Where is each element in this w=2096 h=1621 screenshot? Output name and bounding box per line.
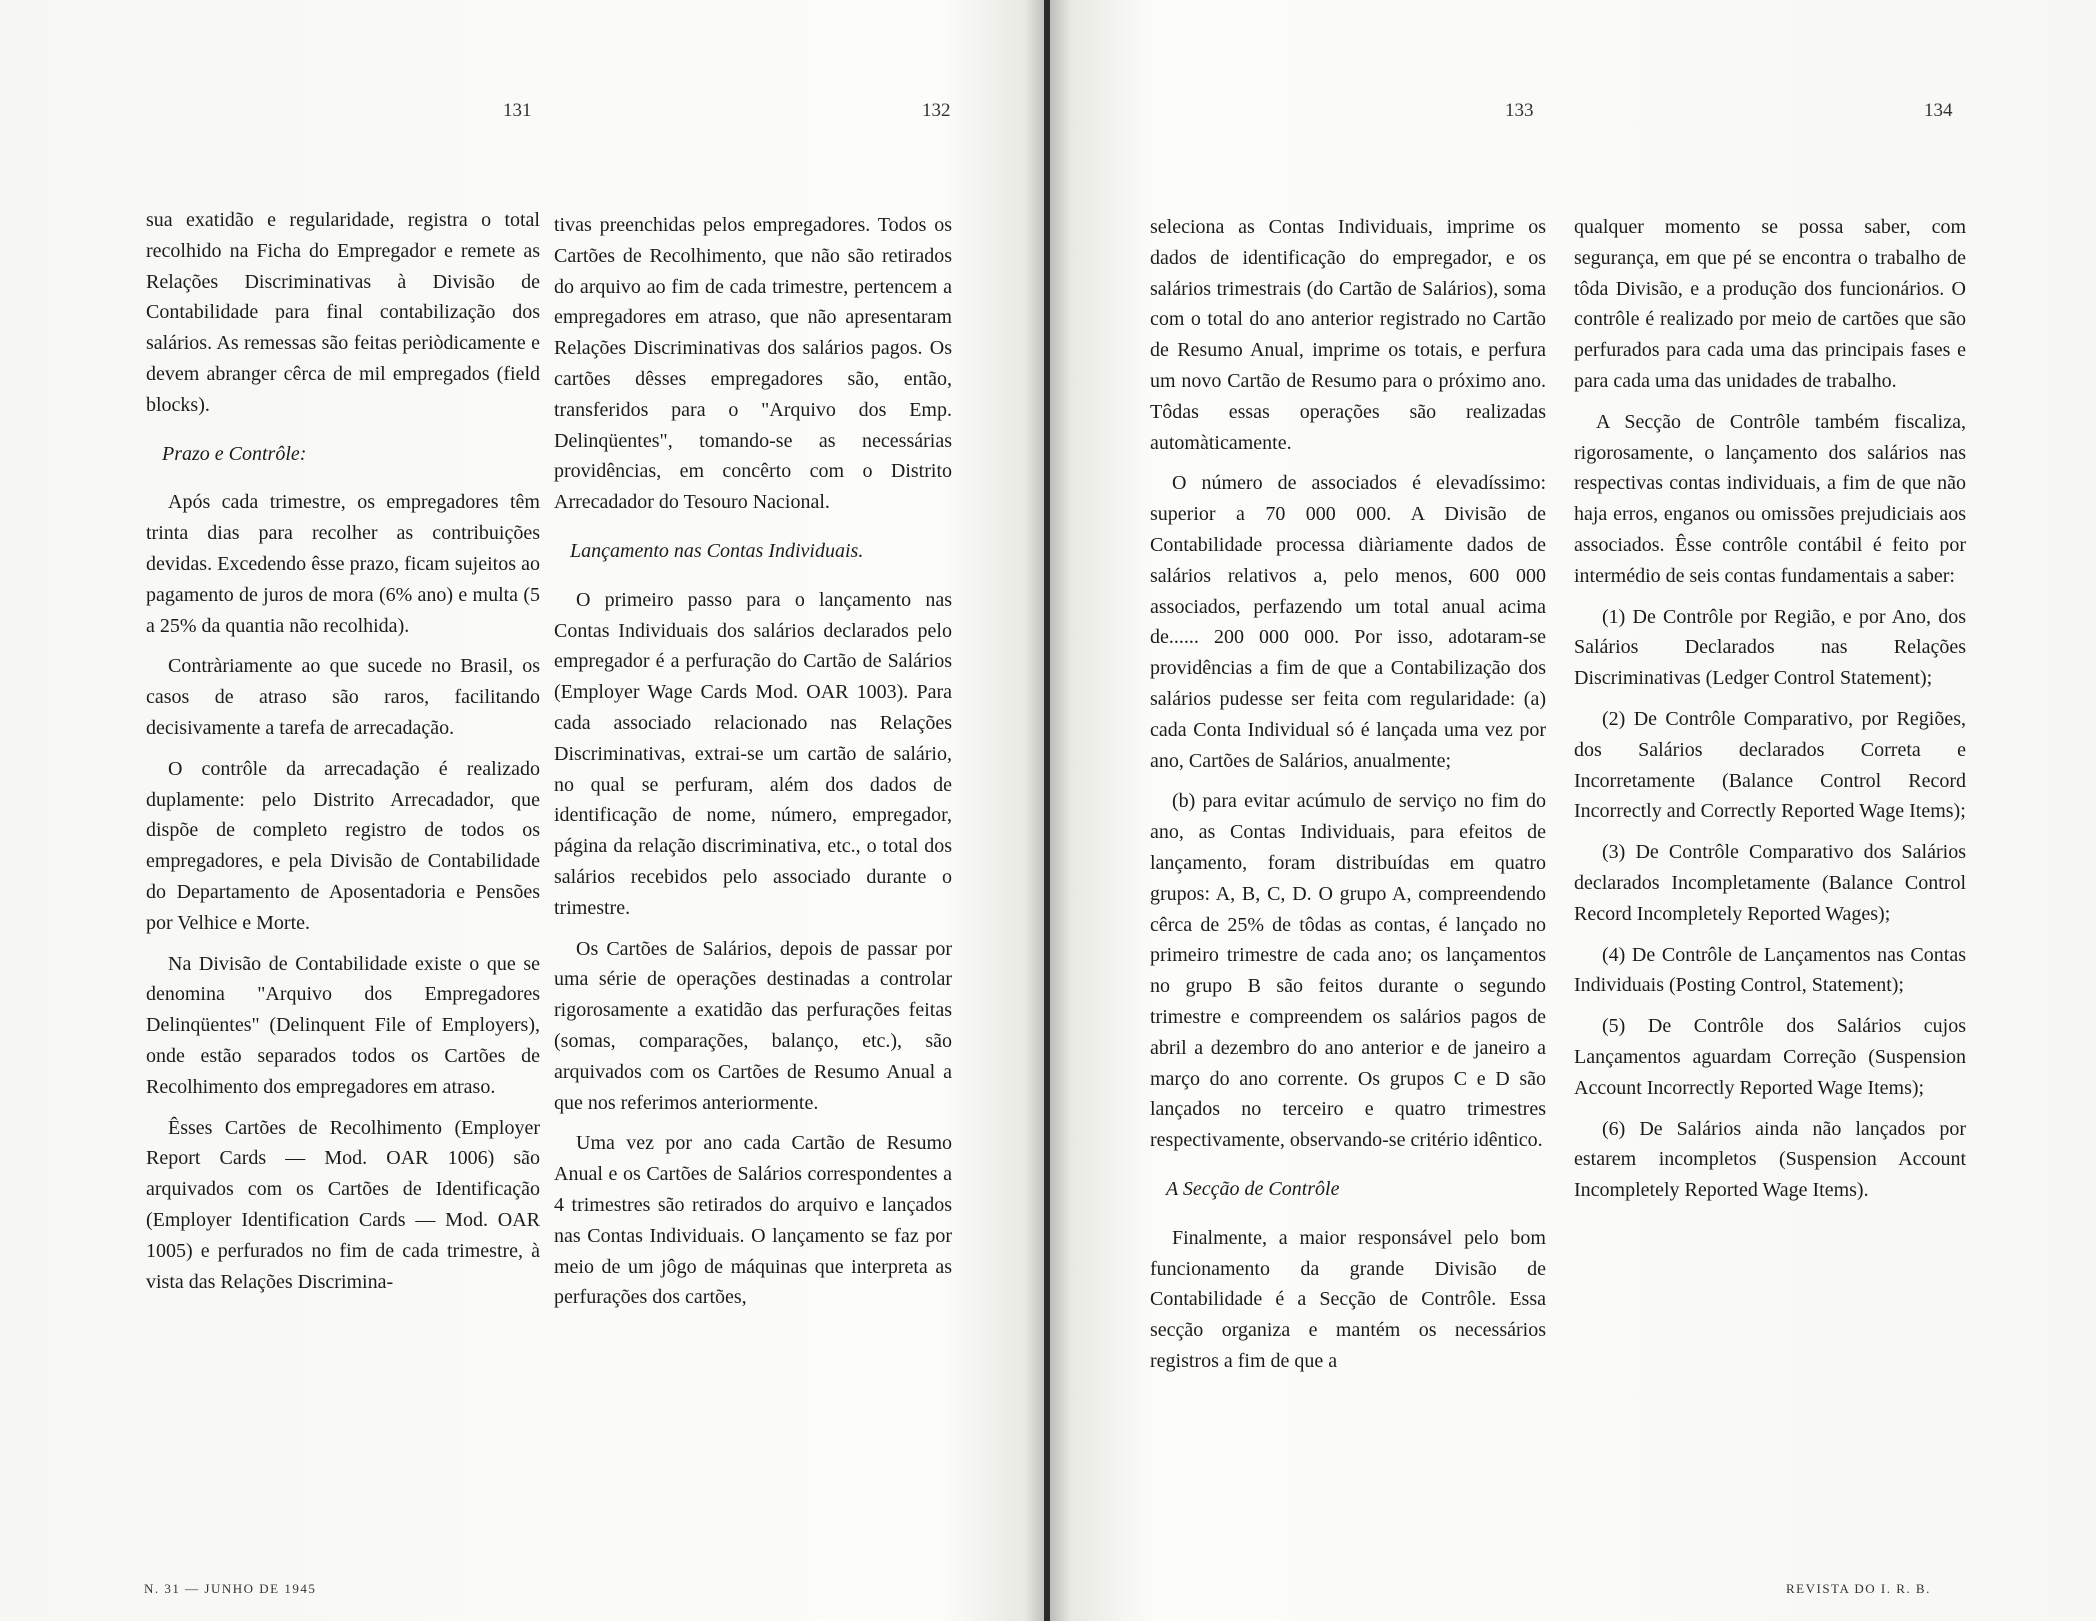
column-page-131 bbox=[146, 205, 540, 1307]
paragraph: Êsses Cartões de Recolhimento (Employer Report Cards — Mod. OAR 1006) são arquivados com os Cartões de Identificação (Employer Identification Cards — Mod. OAR 1005) e perfurados no fim de cada trimestre, à vista das Relações Discrimina- bbox=[146, 1116, 540, 1293]
paragraph: Uma vez por ano cada Cartão de Resumo Anual e os Cartões de Salários correspondentes a 4 trimestres são retirados do arquivo e lançados nas Contas Individuais. O lançamento se faz por meio de um jôgo de máquinas que interpreta as perfurações dos cartões, bbox=[554, 1132, 952, 1309]
column-page-133 bbox=[1150, 212, 1546, 1387]
paragraph: Os Cartões de Salários, depois de passar por uma série de operações destinadas a controlar rigorosamente a exatidão das perfurações feitas (somas, comparações, balanço, etc.), são arquivados com os Cartões de Resumo Anual a que nos referimos anteriormente. bbox=[554, 937, 952, 1114]
paragraph: Após cada trimestre, os empregadores têm trinta dias para recolher as contribuições devidas. Excedendo êsse prazo, ficam sujeitos ao pagamento de juros de mora (6% ano) e multa (5 a 25% da quantia não recolhida). bbox=[146, 491, 540, 637]
section-heading-lancamento: Lançamento nas Contas Individuais. bbox=[570, 539, 864, 562]
paragraph: O número de associados é elevadíssimo: superior a 70 000 000. A Divisão de Contabilidade processa diàriamente dados de salários relativos a, pelo menos, 600 000 associados, perfazendo um total anual acima de...... 200 000 000. Por isso, adotaram-se providências a fim de que a Contabilização dos salários pudesse ser feita com regularidade: (a) cada Conta Individual só é lançada uma vez por ano, Cartões de Salários, anualmente; bbox=[1150, 472, 1546, 772]
list-item: (6) De Salários ainda não lançados por estarem incompletos (Suspension Account Incompletely Reported Wage Items). bbox=[1574, 1117, 1966, 1202]
right-page-leaf bbox=[1050, 0, 2096, 1621]
page-number-132: 132 bbox=[922, 100, 951, 121]
section-heading-seccao: A Secção de Contrôle bbox=[1166, 1177, 1340, 1200]
paragraph: tivas preenchidas pelos empregadores. Todos os Cartões de Recolhimento, que não são retirados do arquivo ao fim de cada trimestre, pertencem a empregadores em atraso, que não apresentaram Relações Discriminativas dos salários pagos. Os cartões dêsses empregadores são, então, transferidos para o "Arquivo dos Emp. Delinqüentes", tomando-se as necessárias providências, em concêrto com o Distrito Arrecadador do Tesouro Nacional. bbox=[554, 214, 952, 514]
paragraph: (b) para evitar acúmulo de serviço no fim do ano, as Contas Individuais, para efeitos de lançamento, foram distribuídas em quatro grupos: A, B, C, D. O grupo A, compreendendo cêrca de 25% de tôdas as contas, é lançado no primeiro trimestre de cada ano; os lançamentos no grupo B são feitos durante o segundo trimestre e compreendem os salários pagos de abril a dezembro do ano anterior e de janeiro a março do ano corrente. Os grupos C e D são lançados no terceiro e quatro trimestres respectivamente, observando-se critério idêntico. bbox=[1150, 790, 1546, 1152]
section-heading-prazo: Prazo e Contrôle: bbox=[162, 442, 307, 465]
column-page-134 bbox=[1574, 212, 1966, 1216]
footer-issue: N. 31 — JUNHO DE 1945 bbox=[144, 1581, 317, 1596]
paragraph: O primeiro passo para o lançamento nas Contas Individuais dos salários declarados pelo empregador é a perfuração do Cartão de Salários (Employer Wage Cards Mod. OAR 1003). Para cada associado relacionado nas Relações Discriminativas, extrai-se um cartão de salário, no qual se perfuram, além dos dados de identificação de nome, número, empregador, página da relação discriminativa, etc., o total dos salários recebidos pelo associado durante o trimestre. bbox=[554, 588, 952, 919]
list-item: (4) De Contrôle de Lançamentos nas Contas Individuais (Posting Control, Statement); bbox=[1574, 943, 1966, 997]
paragraph: sua exatidão e regularidade, registra o total recolhido na Ficha do Empregador e remete as Relações Discriminativas à Divisão de Contabilidade para final contabilização dos salários. As remessas são feitas periòdicamente e devem abranger cêrca de mil empregados (field blocks). bbox=[146, 209, 540, 416]
paragraph: Finalmente, a maior responsável pelo bom funcionamento da grande Divisão de Contabilidade é a Secção de Contrôle. Essa secção organiza e mantém os necessários registros a fim de que a bbox=[1150, 1226, 1546, 1372]
list-item: (2) De Contrôle Comparativo, por Regiões, dos Salários declarados Correta e Incorretamente (Balance Control Record Incorrectly and Correctly Reported Wage Items); bbox=[1574, 707, 1966, 823]
paragraph: seleciona as Contas Individuais, imprime os dados de identificação do empregador, e os salários trimestrais (do Cartão de Salários), soma com o total do ano anterior registrado no Cartão de Resumo Anual, imprime os totais, e perfura um novo Cartão de Resumo para o próximo ano. Tôdas essas operações são realizadas automàticamente. bbox=[1150, 216, 1546, 454]
page-number-133: 133 bbox=[1505, 100, 1534, 121]
paragraph: A Secção de Contrôle também fiscaliza, rigorosamente, o lançamento dos salários nas respectivas contas individuais, a fim de que não haja erros, enganos ou omissões prejudiciais aos associados. Êsse contrôle contábil é feito por intermédio de seis contas fundamentais a saber: bbox=[1574, 410, 1966, 587]
left-page-leaf bbox=[0, 0, 1046, 1621]
paragraph: O contrôle da arrecadação é realizado duplamente: pelo Distrito Arrecadador, que dispõe de completo registro de todos os empregadores, e pela Divisão de Contabilidade do Departamento de Aposentadoria e Pensões por Velhice e Morte. bbox=[146, 757, 540, 934]
paragraph: Na Divisão de Contabilidade existe o que se denomina "Arquivo dos Empregadores Delinqüentes" (Delinquent File of Employers), onde estão separados todos os Cartões de Recolhimento dos empregadores em atraso. bbox=[146, 952, 540, 1098]
list-item: (1) De Contrôle por Região, e por Ano, dos Salários Declarados nas Relações Discriminativas (Ledger Control Statement); bbox=[1574, 605, 1966, 690]
footer-journal: REVISTA DO I. R. B. bbox=[1786, 1581, 1931, 1596]
list-item: (3) De Contrôle Comparativo dos Salários declarados Incompletamente (Balance Control Record Incompletely Reported Wages); bbox=[1574, 841, 1966, 925]
column-page-132 bbox=[554, 210, 952, 1323]
paragraph: Contràriamente ao que sucede no Brasil, os casos de atraso são raros, facilitando decisivamente a tarefa de arrecadação. bbox=[146, 655, 540, 739]
paragraph: qualquer momento se possa saber, com segurança, em que pé se encontra o trabalho de tôda Divisão, e a produção dos funcionários. O contrôle é realizado por meio de cartões que são perfurados para cada uma das principais fases e para cada uma das unidades de trabalho. bbox=[1574, 216, 1966, 392]
list-item: (5) De Contrôle dos Salários cujos Lançamentos aguardam Correção (Suspension Account Incorrectly Reported Wage Items); bbox=[1574, 1015, 1966, 1099]
page-number-134: 134 bbox=[1924, 100, 1953, 121]
page-number-131: 131 bbox=[503, 100, 532, 121]
